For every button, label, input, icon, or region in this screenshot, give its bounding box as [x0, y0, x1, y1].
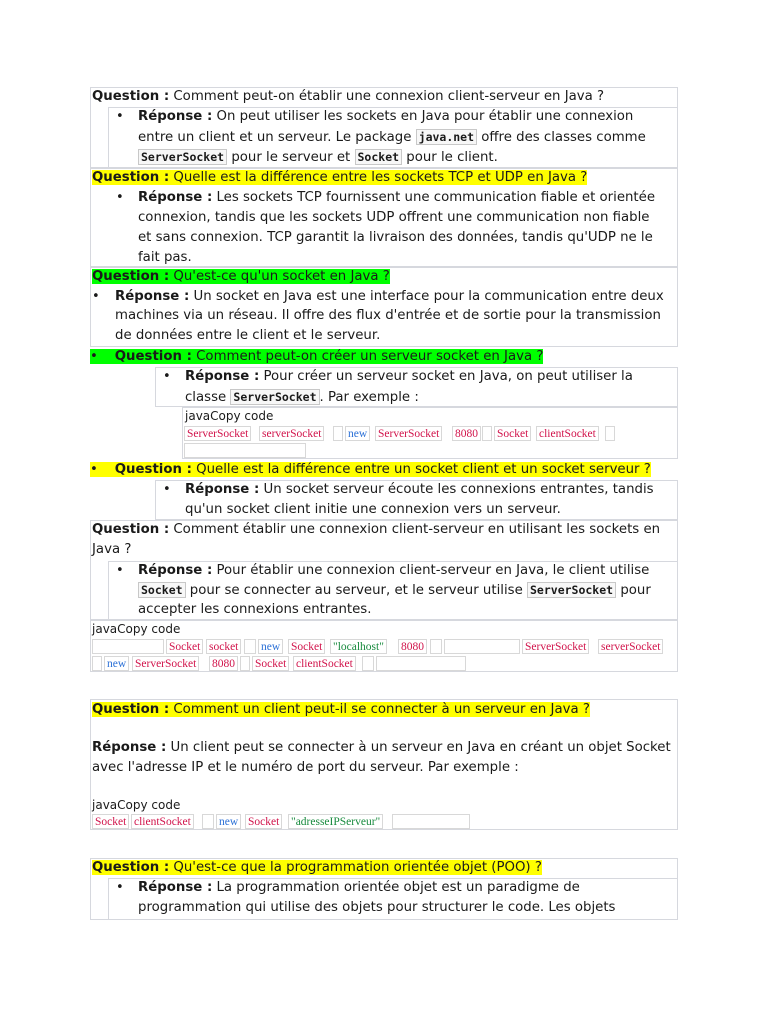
code-token-blank: [392, 814, 470, 829]
code-token: socket: [206, 639, 241, 654]
code-label-4: javaCopy code: [185, 409, 274, 423]
code-label-6: javaCopy code: [92, 622, 181, 636]
question-3: Question : Qu'est-ce qu'un socket en Java ?: [92, 269, 390, 284]
code-token-blank: [362, 656, 374, 671]
code-token: 8080: [398, 639, 427, 654]
question-5: • Question : Quelle est la différence entre un socket client et un socket serveur ?: [90, 462, 651, 477]
question-4: • Question : Comment peut-on créer un serveur socket en Java ?: [90, 349, 544, 364]
answer-7-line-1: Réponse : Un client peut se connecter à un serveur en Java en créant un objet Socket: [92, 740, 671, 755]
question-6-line-1: Question : Comment établir une connexion client-serveur en utilisant les sockets en: [92, 522, 661, 537]
bullet-8: •: [116, 880, 124, 895]
code-token: Socket: [166, 639, 203, 654]
code-token-blank: [605, 426, 615, 441]
code-token: new: [104, 656, 129, 671]
code-token: clientSocket: [293, 656, 356, 671]
code-token: Socket: [494, 426, 531, 441]
code-token: Socket: [245, 814, 282, 829]
bullet-3: •: [92, 289, 100, 304]
bullet-6: •: [116, 563, 124, 578]
code-token-blank: [376, 656, 466, 671]
code-token: new: [216, 814, 241, 829]
answer-4-line-2: classe ServerSocket . Par exemple :: [185, 390, 419, 405]
code-token-blank: [184, 443, 306, 458]
answer-3-line-3: de données entre le client et le serveur.: [115, 328, 381, 343]
answer-2-line-2: connexion, tandis que les sockets UDP offrent une communication non fiable: [138, 210, 650, 225]
code-token: new: [258, 639, 283, 654]
answer-1-line-2: entre un client et un serveur. Le package java.net offre des classes comme: [138, 130, 646, 145]
bullet-1: •: [116, 109, 124, 124]
answer-2-line-3: et sans connexion. TCP garantit la livraison des données, tandis qu'UDP ne le: [138, 230, 653, 245]
answer-2-line-4: fait pas.: [138, 250, 192, 265]
code-token-blank: [202, 814, 214, 829]
code-token: "localhost": [330, 639, 387, 654]
question-6-line-2: Java ?: [92, 542, 132, 557]
code-token: clientSocket: [536, 426, 599, 441]
answer-8-line-1: Réponse : La programmation orientée objet est un paradigme de: [138, 880, 580, 895]
code-token-blank: [482, 426, 492, 441]
question-8: Question : Qu'est-ce que la programmation orientée objet (POO) ?: [92, 860, 542, 875]
code-token: 8080: [209, 656, 238, 671]
code-token: serverSocket: [598, 639, 663, 654]
code-token: ServerSocket: [132, 656, 199, 671]
question-1: Question : Comment peut-on établir une connexion client-serveur en Java ?: [92, 89, 605, 104]
answer-8-line-2: programmation qui utilise des objets pour structurer le code. Les objets: [138, 900, 616, 915]
answer-3-line-1: Réponse : Un socket en Java est une interface pour la communication entre deux: [115, 289, 664, 304]
code-token-blank: [240, 656, 250, 671]
code-token-blank: [92, 656, 102, 671]
bullet-5: •: [163, 482, 171, 497]
answer-5-line-1: Réponse : Un socket serveur écoute les connexions entrantes, tandis: [185, 482, 654, 497]
code-token: ServerSocket: [375, 426, 442, 441]
code-token-blank: [430, 639, 442, 654]
bullet-2: •: [116, 190, 124, 205]
code-token-blank: [244, 639, 256, 654]
question-2: Question : Quelle est la différence entre les sockets TCP et UDP en Java ?: [92, 170, 588, 185]
code-token-blank: [92, 639, 164, 654]
answer-3-line-2: machines via un réseau. Il offre des flux d'entrée et de sortie pour la transmission: [115, 308, 661, 323]
code-token: new: [345, 426, 370, 441]
answer-6-line-1: Réponse : Pour établir une connexion client-serveur en Java, le client utilise: [138, 563, 650, 578]
question-7: Question : Comment un client peut-il se connecter à un serveur en Java ?: [92, 702, 590, 717]
answer-4-line-1: Réponse : Pour créer un serveur socket en Java, on peut utiliser la: [185, 369, 633, 384]
code-token: serverSocket: [259, 426, 324, 441]
code-token-blank: [444, 639, 520, 654]
code-token: 8080: [452, 426, 481, 441]
code-token: ServerSocket: [522, 639, 589, 654]
answer-1-line-3: ServerSocket pour le serveur et Socket pour le client.: [138, 147, 498, 168]
code-token: Socket: [92, 814, 129, 829]
code-token-blank: [333, 426, 343, 441]
answer-1-line-1: Réponse : On peut utiliser les sockets en Java pour établir une connexion: [138, 109, 634, 124]
code-token: Socket: [288, 639, 325, 654]
answer-7-line-2: avec l'adresse IP et le numéro de port du serveur. Par exemple :: [92, 760, 519, 775]
answer-6-line-3: accepter les connexions entrantes.: [138, 602, 372, 617]
code-token: ServerSocket: [184, 426, 251, 441]
answer-6-line-2: Socket pour se connecter au serveur, et le serveur utilise ServerSocket pour: [138, 580, 651, 601]
code-token: clientSocket: [131, 814, 194, 829]
code-token: Socket: [252, 656, 289, 671]
answer-2-line-1: Réponse : Les sockets TCP fournissent une communication fiable et orientée: [138, 190, 656, 205]
answer-5-line-2: qu'un socket client initie une connexion vers un serveur.: [185, 502, 561, 517]
bullet-4: •: [163, 369, 171, 384]
code-label-7: javaCopy code: [92, 798, 181, 812]
code-token: "adresseIPServeur": [288, 814, 383, 829]
